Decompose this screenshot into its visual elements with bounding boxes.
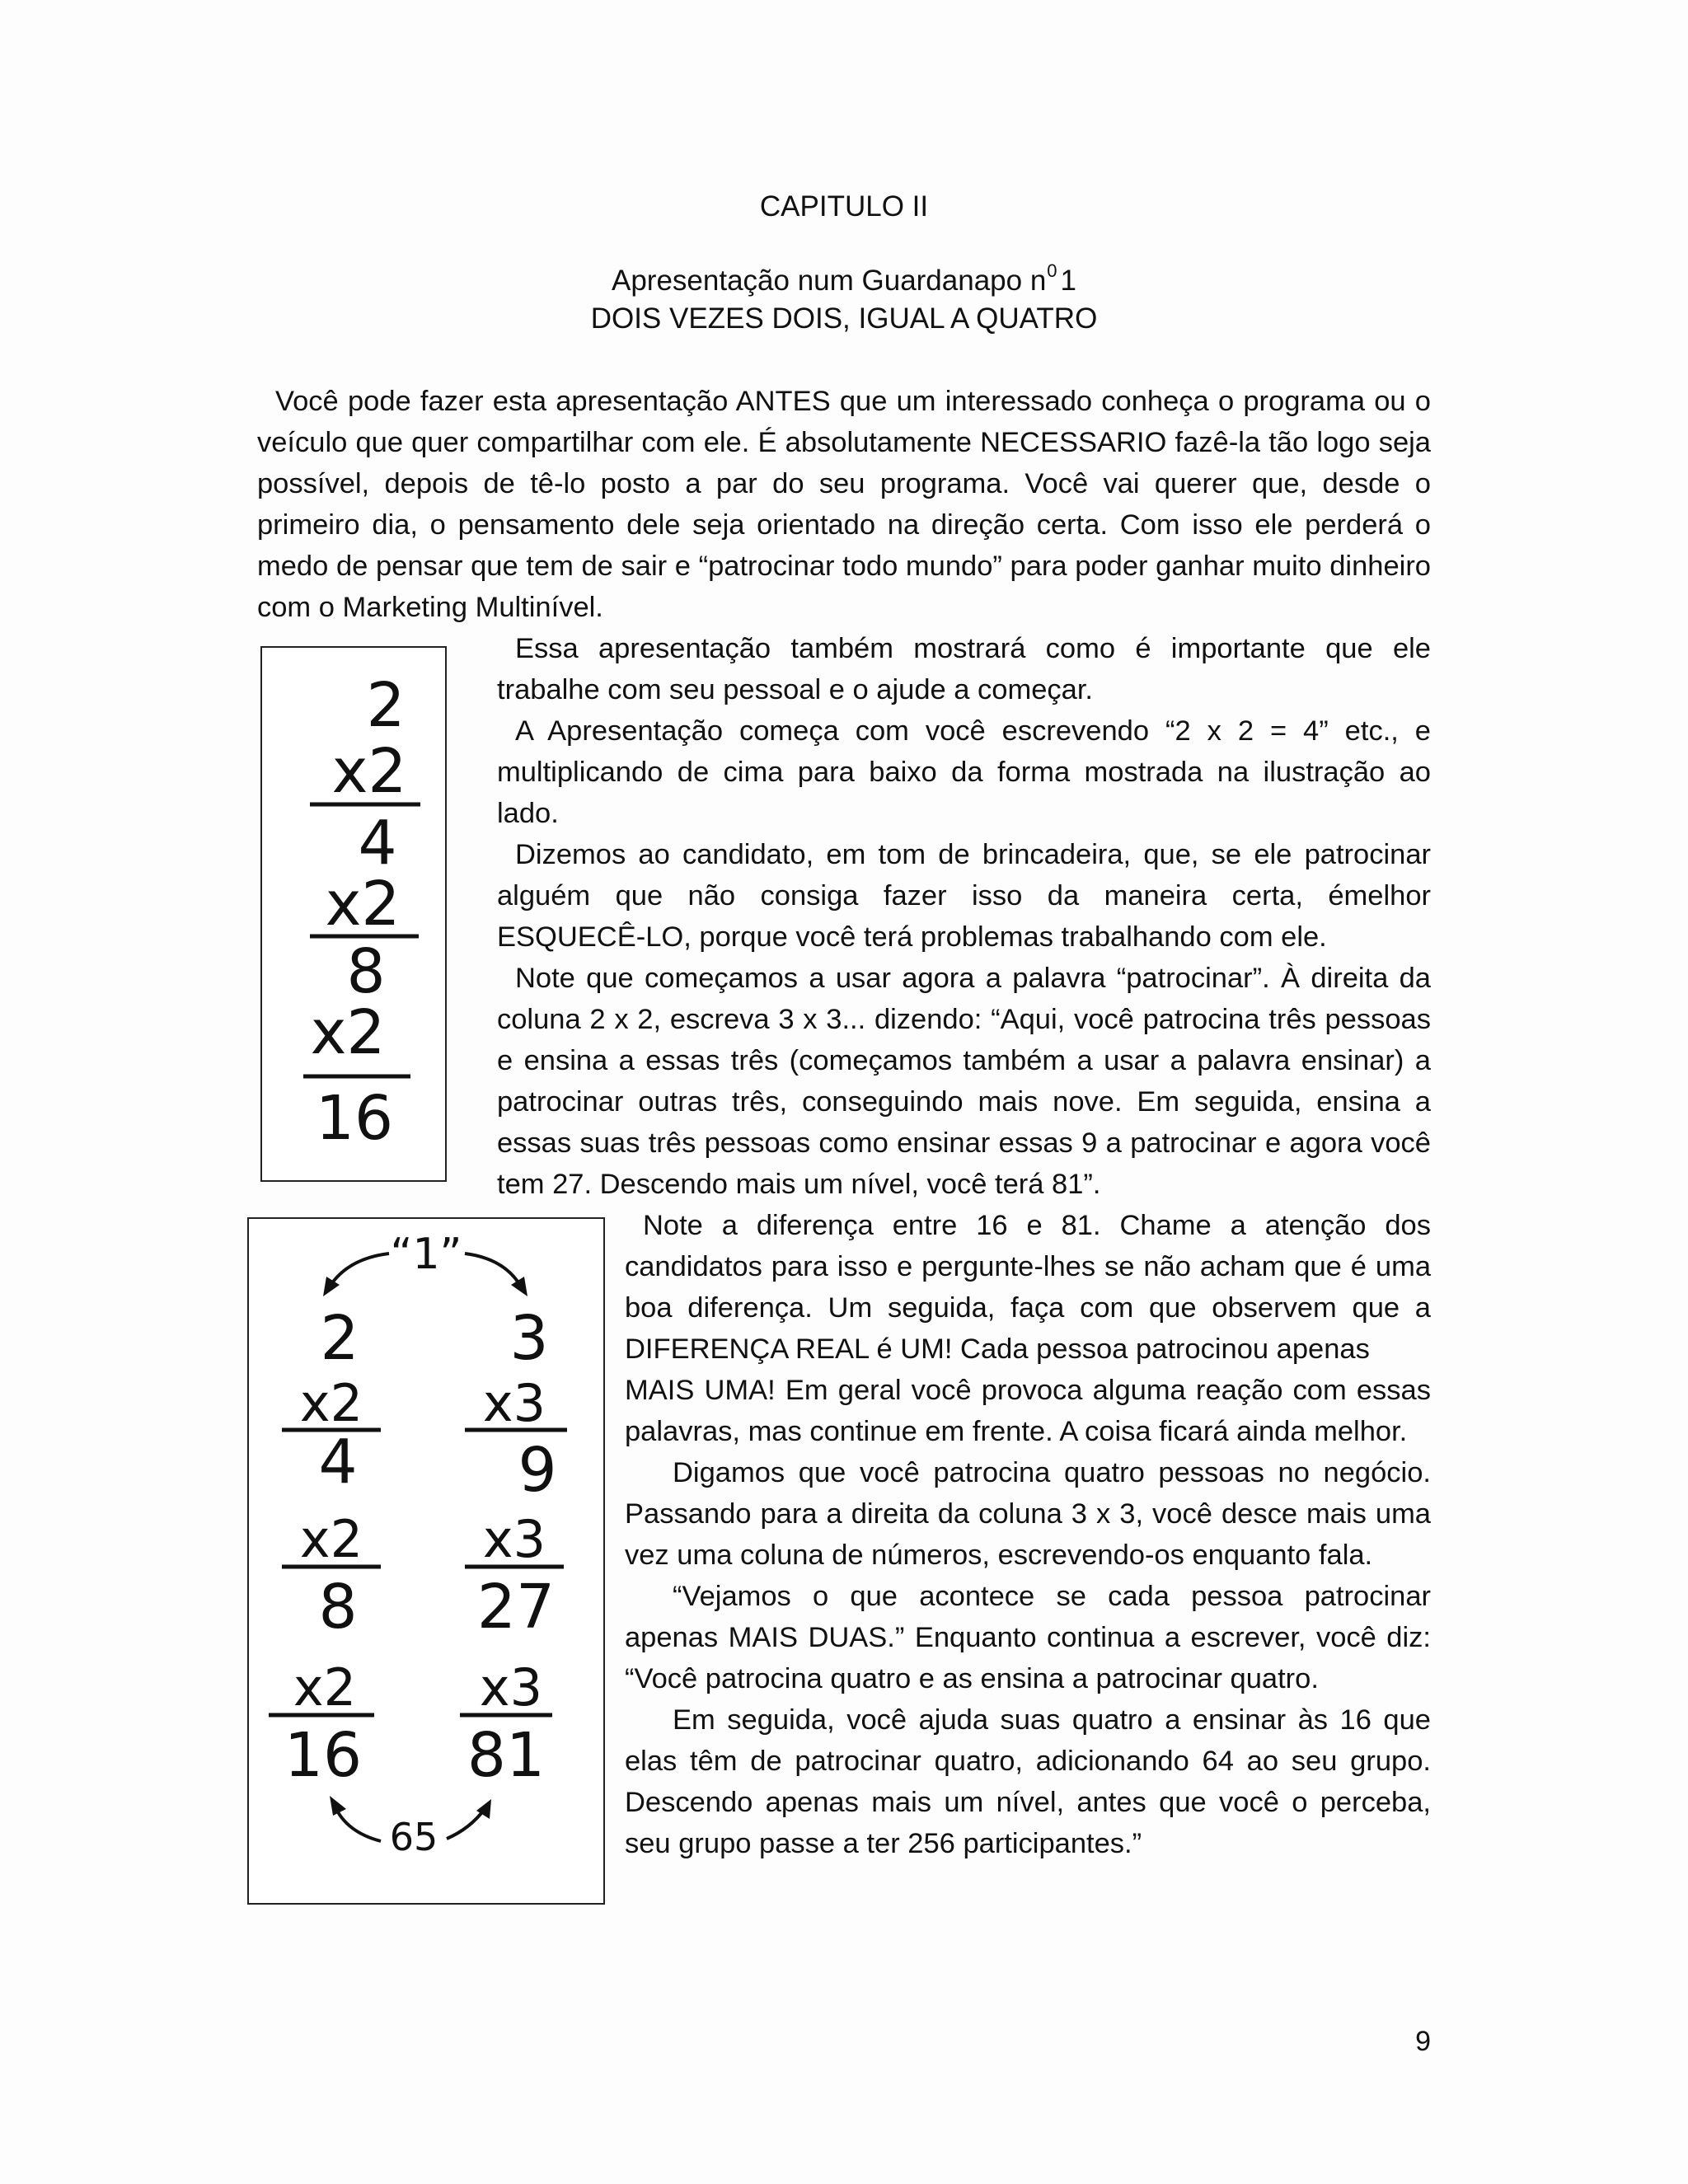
superscript: 0 [1047, 260, 1057, 281]
chapter-title: CAPITULO II [759, 190, 929, 223]
fig1-num: 16 [315, 1083, 394, 1154]
paragraph: Você pode fazer esta apresentação ANTES que um interessado conheça o programa ou o veículo que quer compartilhar com ele. É absolutamente NECESSARIO fazê-la tão logo seja possível, depois de tê-lo posto a par do seu programa. Você vai querer que, desde o primeiro dia, o pensamento dele seja orientado na direção certa. Com isso ele perderá o medo de pensar que tem de sair e “patrocinar todo mundo” para poder ganhar muito dinheiro com o Marketing Multinível. [257, 386, 1431, 623]
fig2-top-label: “1” [390, 1230, 462, 1279]
paragraph: Dizemos ao candidato, em tom de brincadeira, que, se ele patrocinar alguém que não consiga fazer isso da maneira certa, émelhor ESQUECÊ-LO, porque você terá problemas trabalhando com ele. [497, 839, 1431, 953]
fig1-mult: x2 [310, 997, 386, 1068]
fig2-left-num: 4 [318, 1427, 358, 1497]
arrow-left [330, 1254, 389, 1286]
fig2-bottom-label: 65 [389, 1815, 438, 1859]
fig1-num: 8 [346, 936, 386, 1007]
page-number: 9 [1415, 2026, 1431, 2057]
fig2-right-mult: x3 [479, 1657, 543, 1718]
fig2-right-num: 3 [509, 1303, 549, 1374]
fig2-right-mult: x3 [482, 1509, 546, 1569]
figure-2x2-column [260, 646, 447, 1182]
figure-2x2-vs-3x3 [247, 1217, 605, 1905]
arrowhead [330, 1796, 346, 1816]
paragraph: Digamos que você patrocina quatro pessoas no negócio. Passando para a direita da coluna 3 x 3, você desce mais uma vez uma coluna de números, escrevendo-os enquanto fala. [625, 1457, 1431, 1571]
fig2-left-num: 8 [318, 1572, 358, 1643]
paragraph: Em seguida, você ajuda suas quatro a ensinar às 16 que elas têm de patrocinar quatro, adicionando 64 ao seu grupo. Descendo apenas mais um nível, antes que você o perceba, seu grupo passe a ter 256 participantes.” [625, 1704, 1431, 1859]
fig2-left-mult: x2 [299, 1373, 363, 1433]
fig2-left-num: 2 [320, 1303, 359, 1374]
fig2-left-mult: x2 [293, 1657, 357, 1718]
paragraph: Note que começamos a usar agora a palavra “patrocinar”. À direita da coluna 2 x 2, escreva 3 x 3... dizendo: “Aqui, você patrocina três pessoas e ensina a essas três (começamos também a usar a palavra ensinar) a patrocinar outras três, conseguindo mais nove. Em seguida, ensina a essas suas três pessoas como ensinar essas 9 a patrocinar e agora você tem 27. Descendo mais um nível, você terá 81”. [497, 963, 1431, 1200]
paragraph: “Vejamos o que acontece se cada pessoa patrocinar apenas MAIS DUAS.” Enquanto continua a escrever, você diz: “Você patrocina quatro e as ensina a patrocinar quatro. [625, 1581, 1431, 1694]
subtitle-line-2: DOIS VEZES DOIS, IGUAL A QUATRO [590, 302, 1098, 335]
arrowhead [511, 1277, 528, 1296]
figure-2x2-drawing [262, 648, 445, 1180]
fig1-num: 4 [358, 808, 397, 879]
fig2-right-num: 81 [467, 1720, 546, 1791]
intro-block [257, 381, 1431, 628]
paragraph: A Apresentação começa com você escrevendo “2 x 2 = 4” etc., e multiplicando de cima para baixo da forma mostrada na ilustração ao lado. [497, 715, 1431, 829]
subtitle-number: 1 [1060, 265, 1077, 297]
fig2-right-num: 27 [476, 1572, 556, 1643]
fig2-right-mult: x3 [482, 1373, 546, 1433]
fig1-num: 2 [366, 670, 406, 741]
paragraph: Essa apresentação também mostrará como é importante que ele trabalhe com seu pessoal e o ajude a começar. [497, 633, 1431, 705]
paragraph: Note a diferença entre 16 e 81. Chame a atenção dos candidatos para isso e pergunte-lhes se não acham que é uma boa diferença. Um seguida, faça com que observem que a DIFERENÇA REAL é UM! Cada pessoa patrocinou apenas [625, 1210, 1431, 1365]
fig2-right-num: 9 [518, 1435, 557, 1506]
fig2-left-num: 16 [284, 1720, 363, 1791]
arrowhead [323, 1277, 340, 1296]
figure-comparison-drawing [249, 1219, 603, 1903]
fig1-mult: x2 [325, 869, 401, 940]
subtitle-line-1 [0, 262, 1688, 303]
side-text-block-2 [625, 1205, 1431, 1864]
fig2-left-mult: x2 [299, 1509, 363, 1569]
subtitle-text: Apresentação num Guardanapo n [611, 265, 1047, 297]
side-text-block-1 [497, 628, 1431, 1205]
fig1-mult: x2 [331, 736, 407, 807]
paragraph: MAIS UMA! Em geral você provoca alguma reação com essas palavras, mas continue em frente. A coisa ficará ainda melhor. [625, 1375, 1431, 1447]
arrow-bottom-right [447, 1809, 485, 1839]
arrow-right [465, 1254, 521, 1286]
